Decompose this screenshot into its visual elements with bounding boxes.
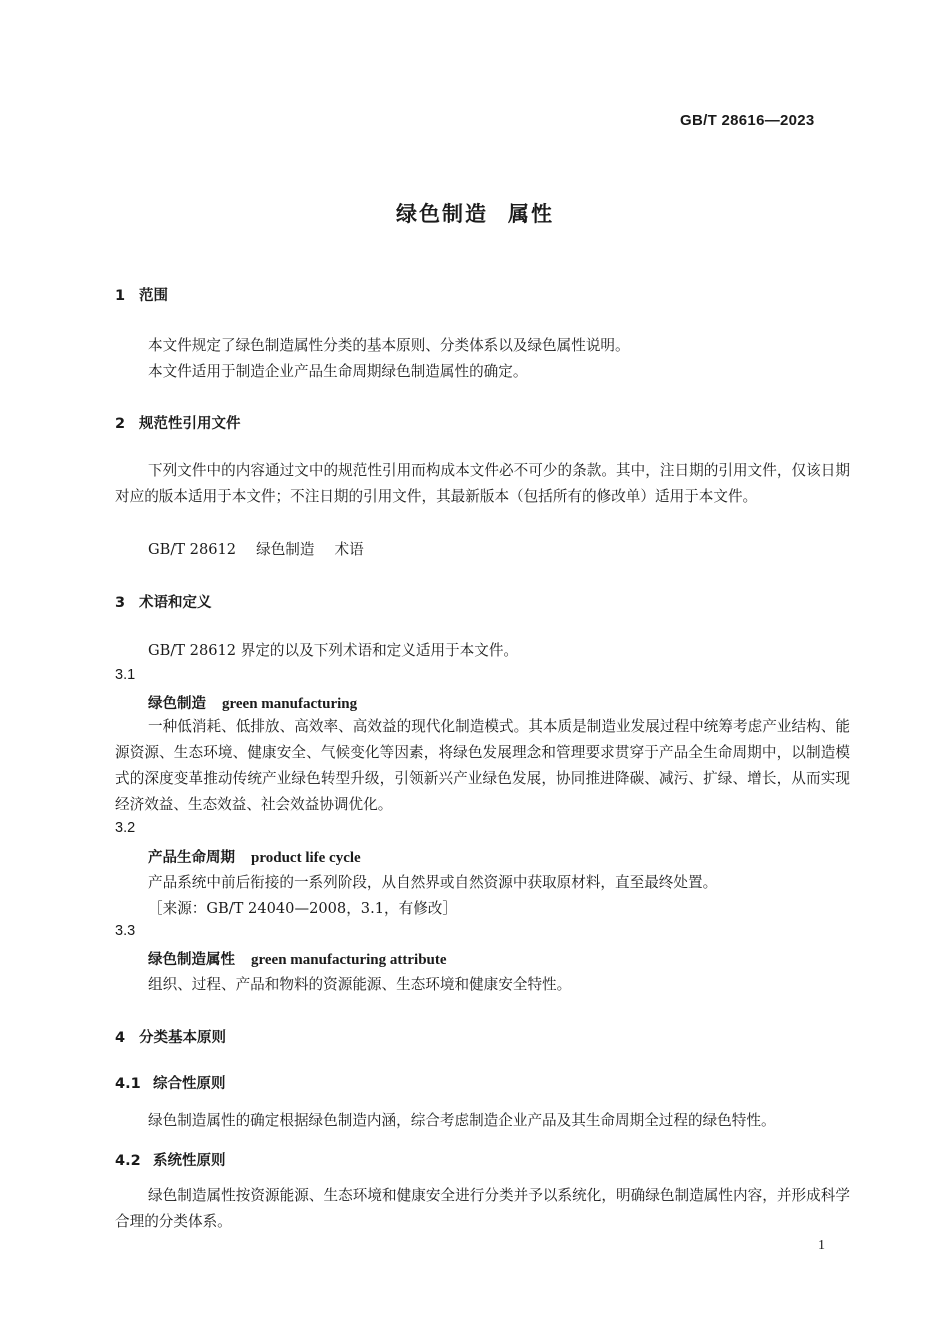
term-entry: [148, 846, 361, 867]
section-2-heading: [115, 412, 241, 433]
section-number: 3: [115, 595, 126, 611]
section-3-heading: [115, 591, 212, 612]
document-title: [0, 198, 950, 228]
term-definition: 一种低消耗、低排放、高效率、高效益的现代化制造模式。其本质是制造业发展过程中统筹考虑产业结构、能源资源、生态环境、健康安全、气候变化等因素，将绿色发展理念和管理要求贯穿于产品全生命周期中，以制造模式的深度变革推动传统产业绿色转型升级，引领新兴产业绿色发展，协同推进降碳、减污、扩绿、增长，从而实现经济效益、生态效益、社会效益协调优化。: [115, 718, 850, 813]
section-title: 分类基本原则: [139, 1030, 226, 1046]
term-zh: 绿色制造: [148, 696, 206, 712]
paragraph: 绿色制造属性的确定根据绿色制造内涵，综合考虑制造企业产品及其生命周期全过程的绿色特性。: [148, 1112, 776, 1129]
term-definition: 产品系统中前后衔接的一系列阶段，从自然界或自然资源中获取原材料，直至最终处置。: [148, 874, 718, 891]
reference-code: GB/T 28612: [148, 541, 237, 558]
section-number: 2: [115, 416, 126, 432]
subsection-number: 4.1: [115, 1076, 141, 1092]
term-zh: 绿色制造属性: [148, 952, 235, 968]
standard-code: GB/T 28616—2023: [680, 112, 815, 129]
subsection-4-1-heading: [115, 1072, 226, 1093]
section-title: 范围: [139, 288, 168, 304]
term-source: ［来源：GB/T 24040—2008，3.1，有修改］: [148, 900, 457, 917]
paragraph: GB/T 28612 界定的以及下列术语和定义适用于本文件。: [148, 642, 519, 659]
term-zh: 产品生命周期: [148, 850, 235, 866]
term-en: product life cycle: [251, 850, 361, 866]
subsection-title: 系统性原则: [153, 1153, 226, 1169]
term-number: 3.3: [115, 923, 136, 939]
page-number: 1: [818, 1238, 825, 1253]
reference-name: 绿色制造: [256, 541, 315, 558]
term-number: 3.2: [115, 820, 136, 836]
term-definition: 组织、过程、产品和物料的资源能源、生态环境和健康安全特性。: [148, 976, 572, 993]
term-en: green manufacturing: [222, 696, 358, 712]
paragraph: 下列文件中的内容通过文中的规范性引用而构成本文件必不可少的条款。其中，注日期的引用文件，仅该日期对应的版本适用于本文件；不注日期的引用文件，其最新版本（包括所有的修改单）适用于本文件。: [115, 462, 850, 505]
term-entry: [148, 692, 357, 713]
reference-name2: 术语: [334, 541, 364, 558]
term-entry: [148, 948, 447, 969]
paragraph: 本文件适用于制造企业产品生命周期绿色制造属性的确定。: [148, 363, 528, 380]
subsection-title: 综合性原则: [153, 1076, 226, 1092]
subsection-4-2-heading: [115, 1149, 226, 1170]
section-number: 4: [115, 1030, 126, 1046]
section-title: 规范性引用文件: [139, 416, 241, 432]
normative-reference: [148, 538, 364, 559]
section-number: 1: [115, 288, 126, 304]
paragraph: 本文件规定了绿色制造属性分类的基本原则、分类体系以及绿色属性说明。: [148, 337, 630, 354]
section-1-heading: [115, 284, 168, 305]
title-part1: 绿色制造: [396, 202, 488, 226]
term-number: 3.1: [115, 667, 136, 683]
term-en: green manufacturing attribute: [251, 952, 447, 968]
paragraph: 绿色制造属性按资源能源、生态环境和健康安全进行分类并予以系统化，明确绿色制造属性内容，并形成科学合理的分类体系。: [115, 1187, 850, 1230]
subsection-number: 4.2: [115, 1153, 141, 1169]
section-title: 术语和定义: [139, 595, 212, 611]
title-part2: 属性: [508, 202, 554, 226]
section-4-heading: [115, 1026, 226, 1047]
